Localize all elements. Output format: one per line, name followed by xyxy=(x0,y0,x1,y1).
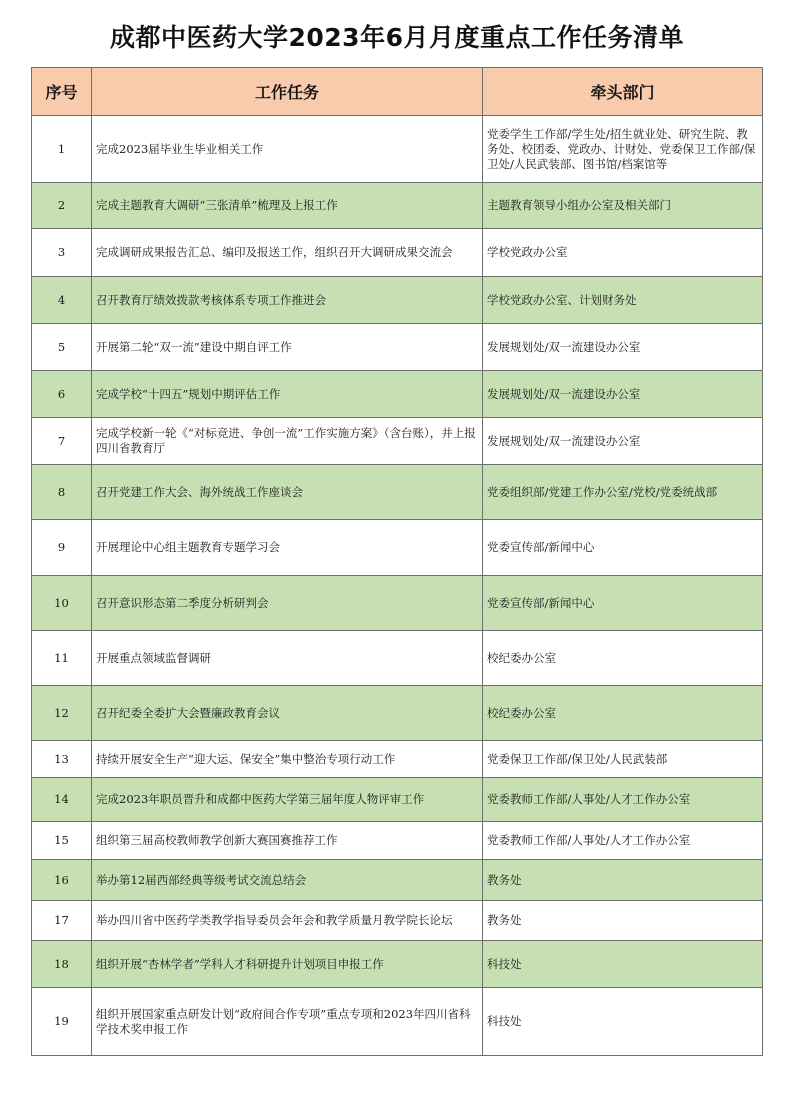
table-row xyxy=(32,116,763,183)
row-task: 举办四川省中医药学类教学指导委员会年会和教学质量月教学院长论坛 xyxy=(92,901,483,941)
row-task: 持续开展安全生产“迎大运、保安全”集中整治专项行动工作 xyxy=(92,741,483,778)
page-title: 成都中医药大学2023年6月月度重点工作任务清单 xyxy=(110,23,684,52)
header-no: 序号 xyxy=(32,68,92,116)
row-no: 9 xyxy=(32,520,92,576)
row-no: 1 xyxy=(32,116,92,183)
row-dept: 党委教师工作部/人事处/人才工作办公室 xyxy=(483,778,763,822)
row-no: 8 xyxy=(32,465,92,520)
row-no: 14 xyxy=(32,778,92,822)
row-dept: 党委保卫工作部/保卫处/人民武装部 xyxy=(483,741,763,778)
header-task: 工作任务 xyxy=(92,68,483,116)
row-dept: 教务处 xyxy=(483,901,763,941)
table-row xyxy=(32,277,763,324)
row-task: 召开党建工作大会、海外统战工作座谈会 xyxy=(92,465,483,520)
row-dept: 党委组织部/党建工作办公室/党校/党委统战部 xyxy=(483,465,763,520)
table-row xyxy=(32,860,763,901)
row-no: 6 xyxy=(32,371,92,418)
row-task: 开展第二轮“双一流”建设中期自评工作 xyxy=(92,324,483,371)
table-header-row xyxy=(32,68,763,116)
table-row xyxy=(32,631,763,686)
row-dept: 党委教师工作部/人事处/人才工作办公室 xyxy=(483,822,763,860)
table-row xyxy=(32,418,763,465)
row-task: 完成调研成果报告汇总、编印及报送工作，组织召开大调研成果交流会 xyxy=(92,229,483,277)
row-no: 19 xyxy=(32,988,92,1056)
header-dept: 牵头部门 xyxy=(483,68,763,116)
row-no: 18 xyxy=(32,941,92,988)
row-task: 开展重点领域监督调研 xyxy=(92,631,483,686)
row-dept: 党委宣传部/新闻中心 xyxy=(483,520,763,576)
row-no: 11 xyxy=(32,631,92,686)
row-task: 开展理论中心组主题教育专题学习会 xyxy=(92,520,483,576)
row-dept: 学校党政办公室、计划财务处 xyxy=(483,277,763,324)
table-row xyxy=(32,988,763,1056)
row-task: 组织开展国家重点研发计划“政府间合作专项”重点专项和2023年四川省科学技术奖申报工作 xyxy=(92,988,483,1056)
row-dept: 发展规划处/双一流建设办公室 xyxy=(483,371,763,418)
table-row xyxy=(32,901,763,941)
row-task: 召开纪委全委扩大会暨廉政教育会议 xyxy=(92,686,483,741)
row-task: 组织开展“杏林学者”学科人才科研提升计划项目申报工作 xyxy=(92,941,483,988)
table-row xyxy=(32,941,763,988)
row-dept: 发展规划处/双一流建设办公室 xyxy=(483,324,763,371)
table-row xyxy=(32,686,763,741)
table-row xyxy=(32,371,763,418)
table-row xyxy=(32,520,763,576)
table-row xyxy=(32,822,763,860)
row-no: 3 xyxy=(32,229,92,277)
row-task: 完成学校新一轮《“对标竞进、争创一流”工作实施方案》（含台账），并上报四川省教育厅 xyxy=(92,418,483,465)
row-dept: 学校党政办公室 xyxy=(483,229,763,277)
table-row xyxy=(32,576,763,631)
row-no: 16 xyxy=(32,860,92,901)
row-no: 10 xyxy=(32,576,92,631)
row-dept: 教务处 xyxy=(483,860,763,901)
row-dept: 党委学生工作部/学生处/招生就业处、研究生院、教务处、校团委、党政办、计财处、党委保卫工作部/保卫处/人民武装部、图书馆/档案馆等 xyxy=(483,116,763,183)
row-task: 完成2023年职员晋升和成都中医药大学第三届年度人物评审工作 xyxy=(92,778,483,822)
row-no: 12 xyxy=(32,686,92,741)
table-row xyxy=(32,229,763,277)
row-task: 召开教育厅绩效拨款考核体系专项工作推进会 xyxy=(92,277,483,324)
task-table xyxy=(31,67,763,1056)
row-no: 15 xyxy=(32,822,92,860)
row-dept: 发展规划处/双一流建设办公室 xyxy=(483,418,763,465)
row-no: 4 xyxy=(32,277,92,324)
row-no: 5 xyxy=(32,324,92,371)
table-row xyxy=(32,324,763,371)
row-task: 组织第三届高校教师教学创新大赛国赛推荐工作 xyxy=(92,822,483,860)
row-task: 举办第12届西部经典等级考试交流总结会 xyxy=(92,860,483,901)
row-no: 13 xyxy=(32,741,92,778)
row-task: 完成主题教育大调研“三张清单”梳理及上报工作 xyxy=(92,183,483,229)
row-dept: 党委宣传部/新闻中心 xyxy=(483,576,763,631)
table-row xyxy=(32,465,763,520)
row-dept: 科技处 xyxy=(483,988,763,1056)
row-dept: 校纪委办公室 xyxy=(483,686,763,741)
row-task: 召开意识形态第二季度分析研判会 xyxy=(92,576,483,631)
row-dept: 校纪委办公室 xyxy=(483,631,763,686)
table-row xyxy=(32,741,763,778)
row-no: 2 xyxy=(32,183,92,229)
table-row xyxy=(32,183,763,229)
row-no: 7 xyxy=(32,418,92,465)
row-task: 完成2023届毕业生毕业相关工作 xyxy=(92,116,483,183)
row-no: 17 xyxy=(32,901,92,941)
row-dept: 主题教育领导小组办公室及相关部门 xyxy=(483,183,763,229)
row-task: 完成学校“十四五”规划中期评估工作 xyxy=(92,371,483,418)
table-row xyxy=(32,778,763,822)
row-dept: 科技处 xyxy=(483,941,763,988)
